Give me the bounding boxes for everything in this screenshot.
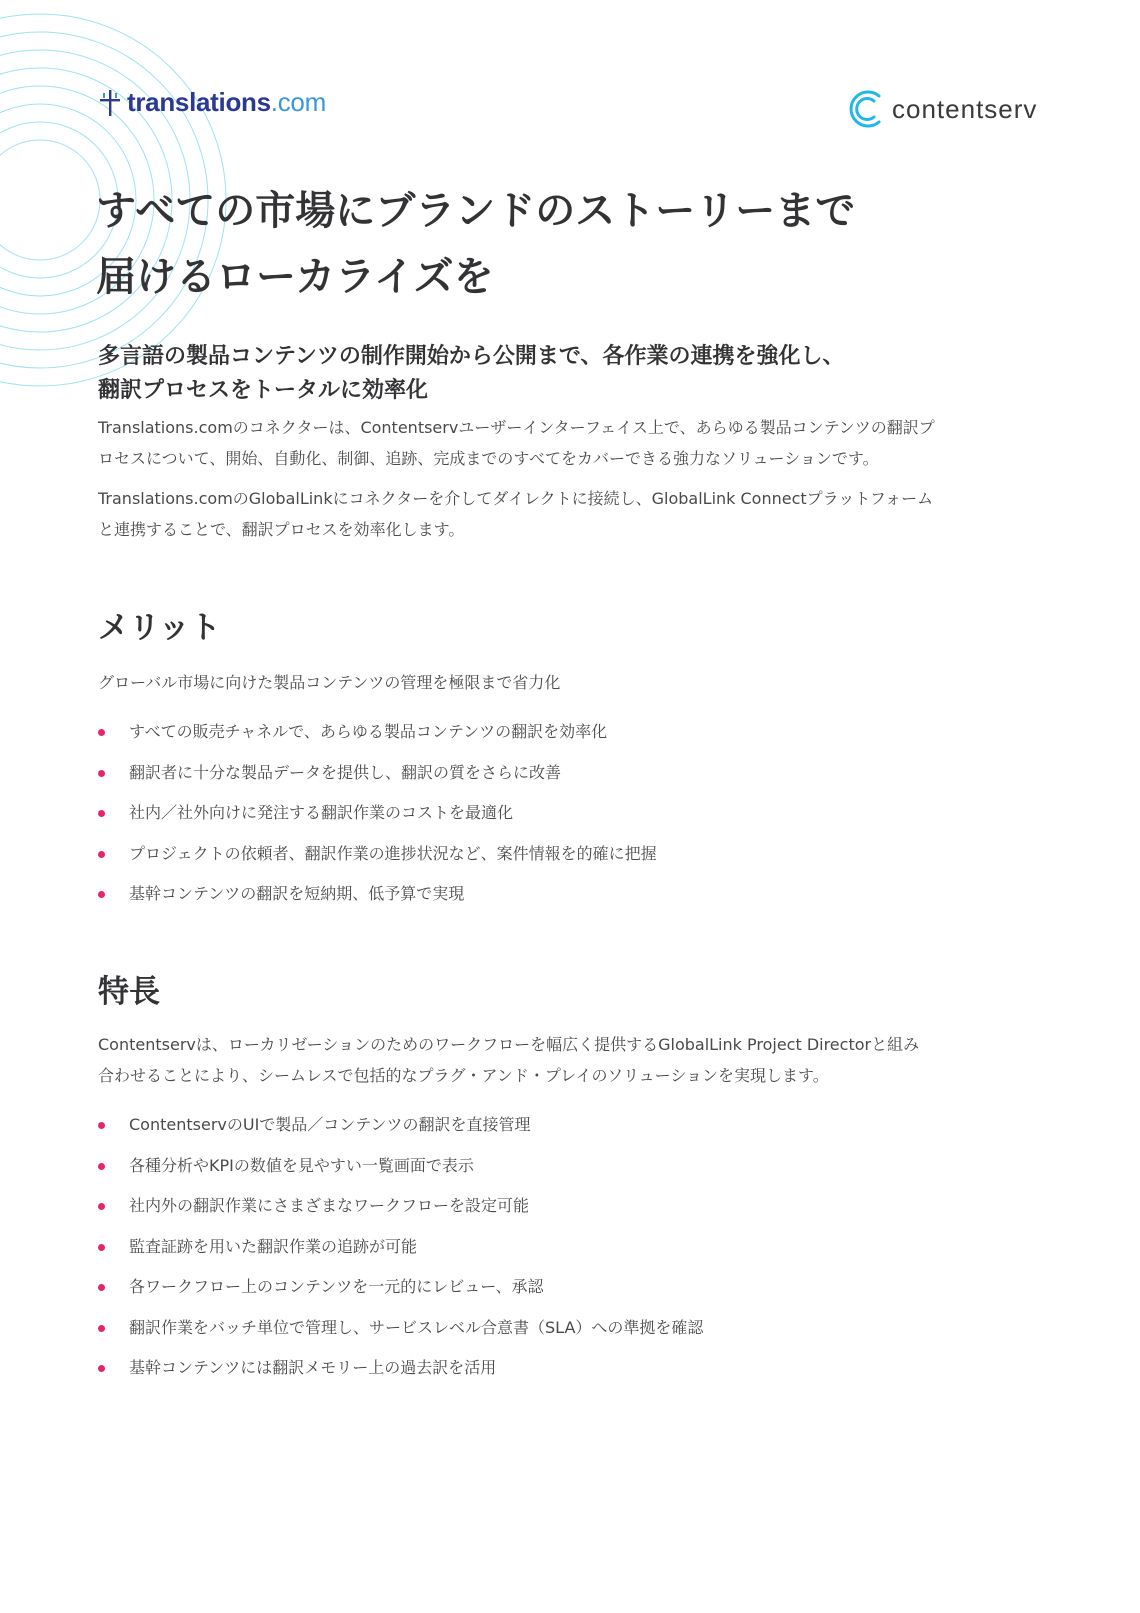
list-item-text: プロジェクトの依頼者、翻訳作業の進捗状況など、案件情報を的確に把握 <box>129 843 657 863</box>
bullet-dot-icon <box>98 1284 105 1291</box>
list-item <box>98 883 657 924</box>
list-item <box>98 802 657 843</box>
bullet-dot-icon <box>98 1163 105 1170</box>
list-item <box>98 1317 703 1358</box>
intro-line: Translations.comのコネクターは、Contentservユーザーインターフェイス上で、あらゆる製品コンテンツの翻訳プ <box>98 418 935 437</box>
contentserv-logo <box>846 88 1037 130</box>
list-item-text: 各種分析やKPIの数値を見やすい一覧画面で表示 <box>129 1155 474 1175</box>
list-item <box>98 762 657 803</box>
page-subtitle-line: 翻訳プロセスをトータルに効率化 <box>98 378 429 403</box>
bullet-dot-icon <box>98 1203 105 1210</box>
list-item-text: 翻訳作業をバッチ単位で管理し、サービスレベル合意書（SLA）への準拠を確認 <box>129 1317 704 1337</box>
page-title <box>96 178 1056 310</box>
translations-mark-icon <box>100 90 120 116</box>
page-subtitle <box>98 340 1058 408</box>
intro-line: ロセスについて、開始、自動化、制御、追跡、完成までのすべてをカバーできる強力なソリューションです。 <box>98 449 879 468</box>
list-item-text: 翻訳者に十分な製品データを提供し、翻訳の質をさらに改善 <box>129 762 562 782</box>
list-item <box>98 1276 703 1317</box>
list-item-text: ContentservのUIで製品／コンテンツの翻訳を直接管理 <box>129 1115 531 1134</box>
list-item <box>98 1114 703 1155</box>
translations-logo <box>100 87 326 118</box>
bullet-dot-icon <box>98 770 105 777</box>
list-item-text: 基幹コンテンツの翻訳を短納期、低予算で実現 <box>129 884 465 903</box>
features-list <box>98 1114 703 1398</box>
features-lead <box>98 1029 1033 1091</box>
list-item <box>98 1357 703 1398</box>
list-item <box>98 1155 703 1196</box>
contentserv-wordmark: contentserv <box>892 93 1038 124</box>
list-item-text: 基幹コンテンツには翻訳メモリー上の過去訳を活用 <box>129 1358 497 1377</box>
features-lead-line: 合わせることにより、シームレスで包括的なプラグ・アンド・プレイのソリューションを実現します。 <box>98 1066 829 1085</box>
merits-list <box>98 721 657 924</box>
list-item-text: 社内外の翻訳作業にさまざまなワークフローを設定可能 <box>129 1196 530 1215</box>
features-heading: 特長 <box>98 974 160 1010</box>
intro-paragraph <box>98 483 1033 545</box>
features-lead-line: Contentservは、ローカリゼーションのためのワークフローを幅広く提供するGlobalLink Project Directorと組み <box>98 1035 920 1054</box>
list-item <box>98 721 657 762</box>
list-item <box>98 1236 703 1277</box>
bullet-dot-icon <box>98 1122 105 1129</box>
bullet-dot-icon <box>98 1244 105 1251</box>
translations-wordmark: translations.com <box>127 87 326 117</box>
page-title-line: 届けるローカライズを <box>96 254 494 300</box>
bullet-dot-icon <box>98 851 105 858</box>
bullet-dot-icon <box>98 810 105 817</box>
merits-heading: メリット <box>98 610 221 646</box>
page-title-line: すべての市場にブランドのストーリーまで <box>96 188 856 234</box>
page-subtitle-line: 多言語の製品コンテンツの制作開始から公開まで、各作業の連携を強化し、 <box>98 344 845 369</box>
intro-line: と連携することで、翻訳プロセスを効率化します。 <box>98 520 465 539</box>
bullet-dot-icon <box>98 1325 105 1332</box>
list-item-text: すべての販売チャネルで、あらゆる製品コンテンツの翻訳を効率化 <box>129 722 608 741</box>
list-item <box>98 843 657 884</box>
list-item-text: 社内／社外向けに発注する翻訳作業のコストを最適化 <box>129 803 514 822</box>
list-item-text: 監査証跡を用いた翻訳作業の追跡が可能 <box>129 1236 418 1256</box>
bullet-dot-icon <box>98 891 105 898</box>
merits-lead: グローバル市場に向けた製品コンテンツの管理を極限まで省力化 <box>98 673 561 692</box>
intro-line: Translations.comのGlobalLinkにコネクターを介してダイレクトに接続し、GlobalLink Connectプラットフォーム <box>98 489 934 508</box>
intro-paragraph <box>98 412 1033 474</box>
bullet-dot-icon <box>98 1365 105 1372</box>
contentserv-mark-icon <box>846 88 884 130</box>
bullet-dot-icon <box>98 729 105 736</box>
list-item-text: 各ワークフロー上のコンテンツを一元的にレビュー、承認 <box>129 1277 544 1296</box>
list-item <box>98 1195 703 1236</box>
